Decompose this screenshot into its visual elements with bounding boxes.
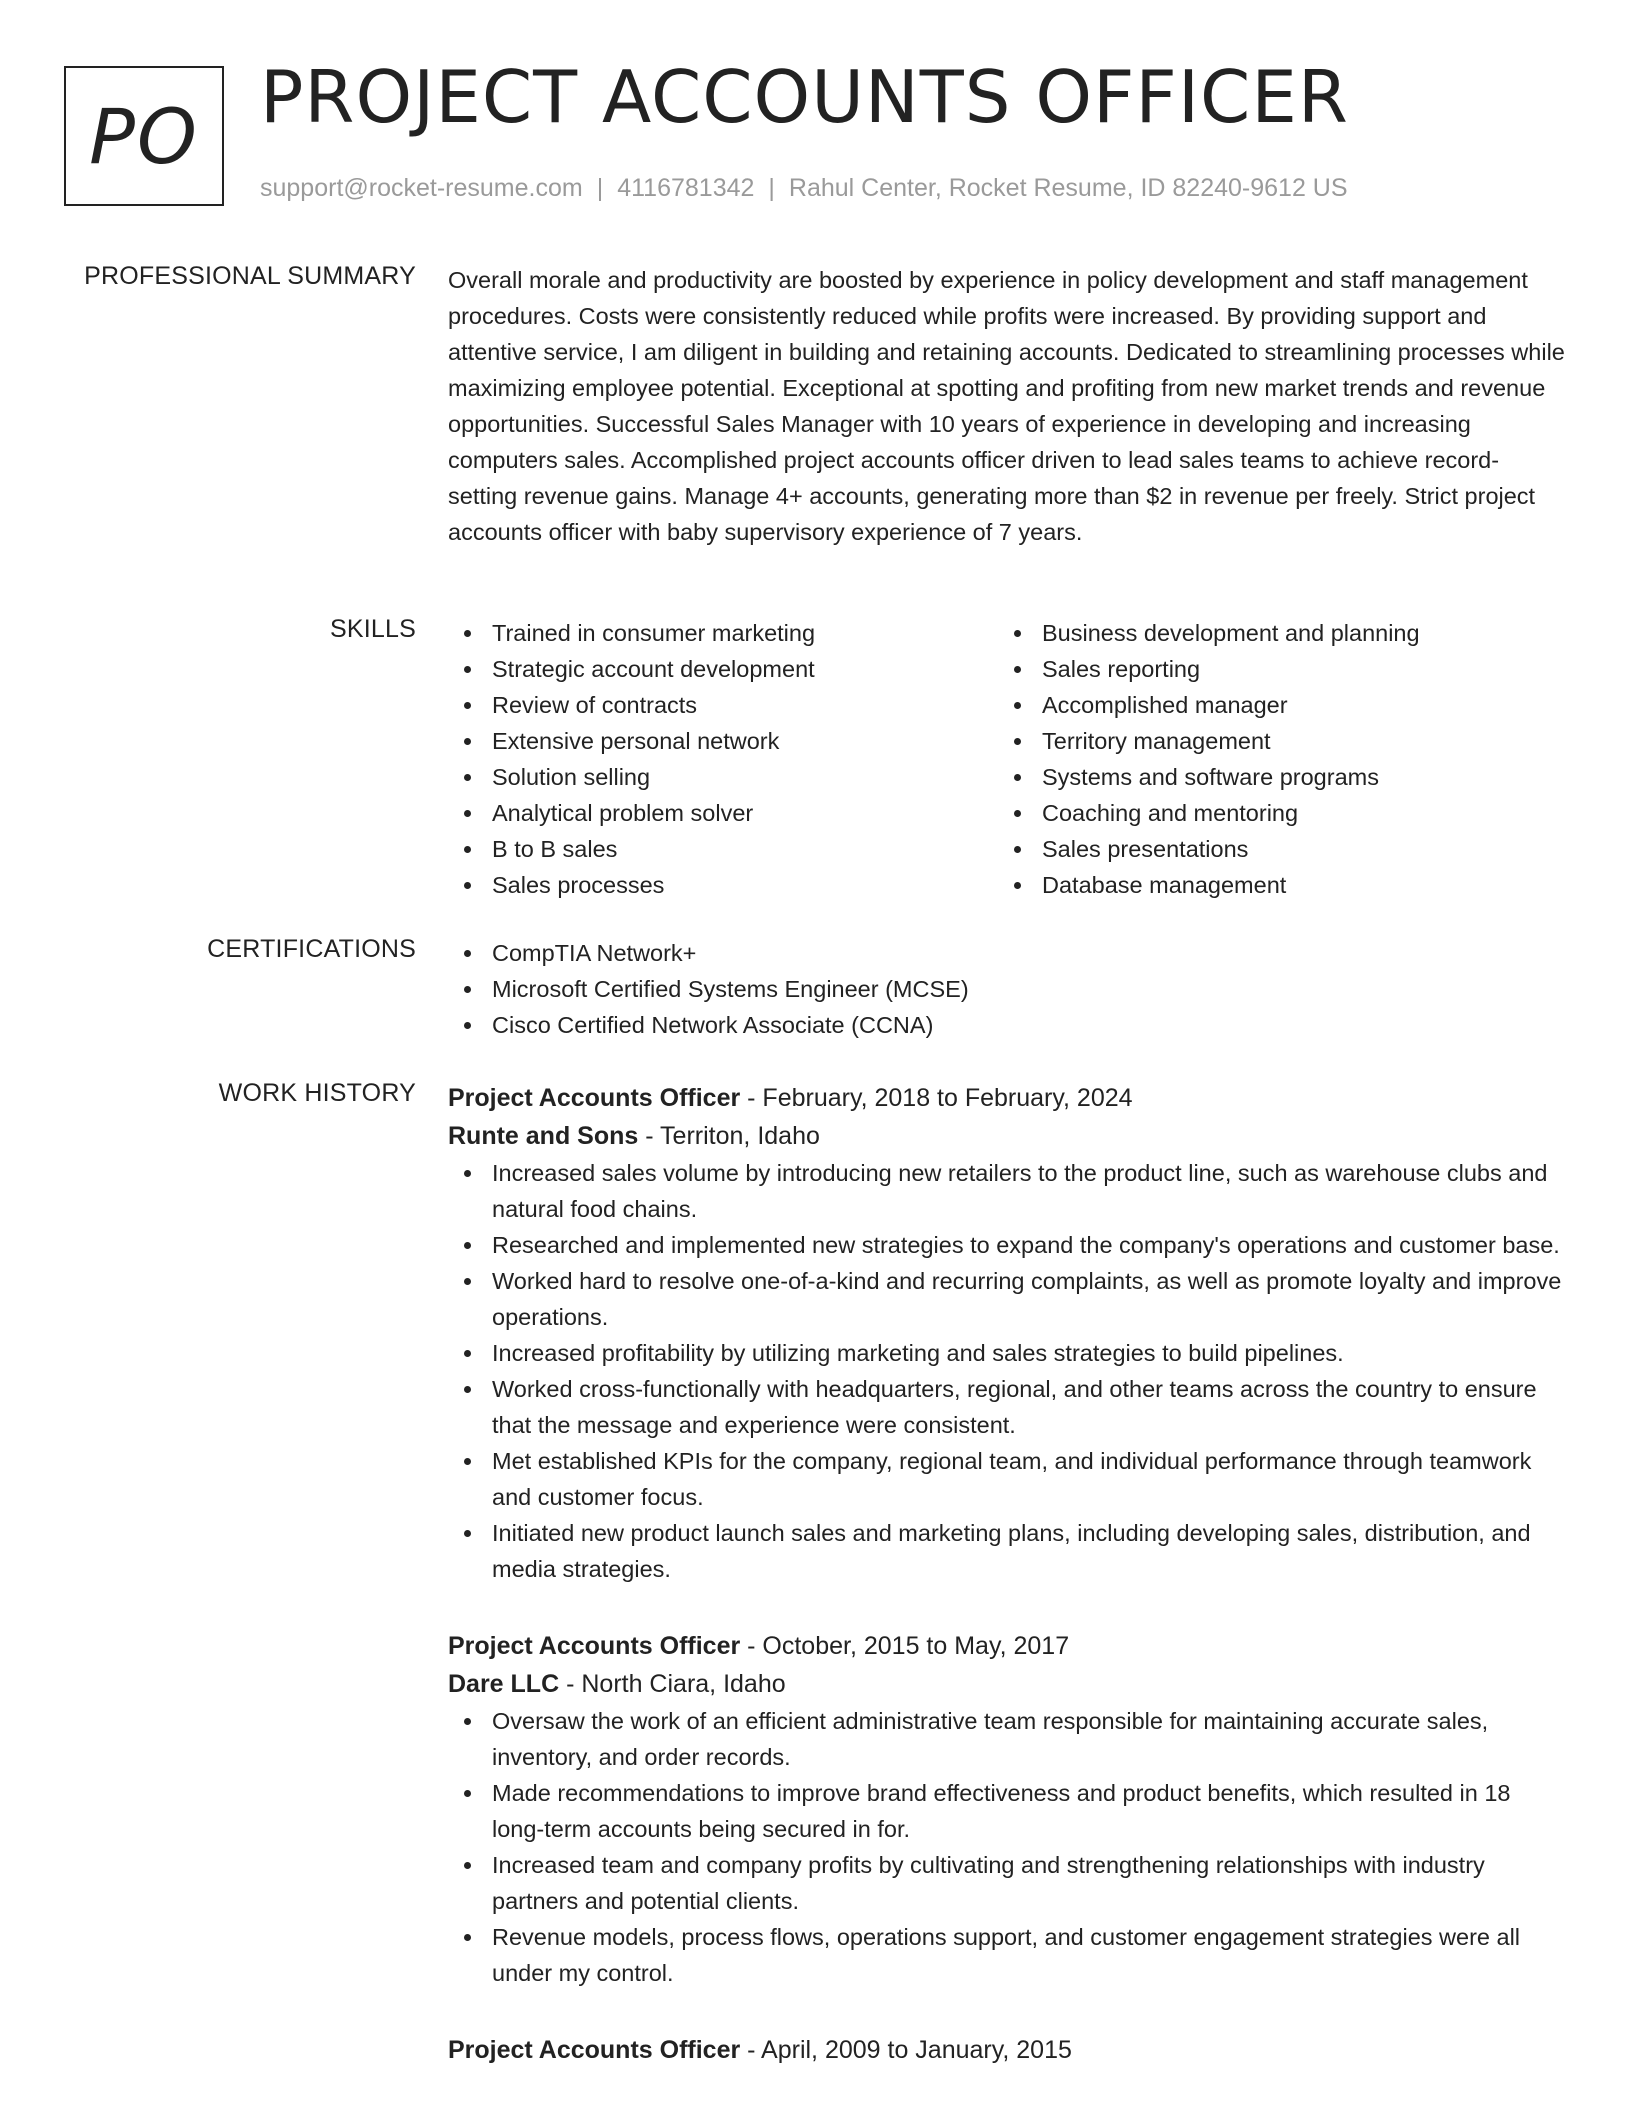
section-label-certifications: CERTIFICATIONS (207, 935, 416, 963)
contact-separator: | (768, 174, 775, 202)
job-bullet: Increased team and company profits by cultivating and strengthening relationships with industry partners and potential clients. (448, 1847, 1568, 1919)
section-label-skills: SKILLS (330, 615, 416, 643)
job-company-line (448, 1665, 1568, 1703)
skill-item: Extensive personal network (448, 723, 998, 759)
job-title: Project Accounts Officer (448, 2036, 741, 2064)
skill-item: Trained in consumer marketing (448, 615, 998, 651)
job-bullet: Oversaw the work of an efficient administrative team responsible for maintaining accurate sales, inventory, and order records. (448, 1703, 1568, 1775)
skill-item: Sales presentations (998, 831, 1548, 867)
summary-text: Overall morale and productivity are boosted by experience in policy development and staff management procedures. Costs were consistently reduced while profits were increased. By providing support and attentive service, I am diligent in building and retaining accounts. Dedicated to streamlining processes while maximizing employee potential. Exceptional at spotting and profiting from new market trends and revenue opportunities. Successful Sales Manager with 10 years of experience in developing and increasing computers sales. Accomplished project accounts officer driven to lead sales teams to achieve record-setting revenue gains. Manage 4+ accounts, generating more than $2 in revenue per freely. Strict project accounts officer with baby supervisory experience of 7 years. (448, 267, 1565, 545)
contact-separator: | (596, 174, 604, 202)
job-bullet: Increased profitability by utilizing marketing and sales strategies to build pipelines. (448, 1335, 1568, 1371)
job-location: - Territon, Idaho (638, 1122, 820, 1150)
contact-address: Rahul Center, Rocket Resume, ID 82240-9612 US (788, 174, 1348, 202)
skill-item: Coaching and mentoring (998, 795, 1548, 831)
job-entry (448, 1079, 1568, 1587)
skills-list-left (448, 615, 998, 903)
section-label-work-history: WORK HISTORY (218, 1079, 416, 1107)
certification-item: Microsoft Certified Systems Engineer (MCSE) (448, 971, 1568, 1007)
skill-item: Systems and software programs (998, 759, 1548, 795)
job-dates: - April, 2009 to January, 2015 (740, 2036, 1072, 2064)
job-bullet: Worked cross-functionally with headquarters, regional, and other teams across the country to ensure that the message and experience were consistent. (448, 1371, 1568, 1443)
skill-item: Business development and planning (998, 615, 1548, 651)
certification-item: Cisco Certified Network Associate (CCNA) (448, 1007, 1568, 1043)
skill-item: Strategic account development (448, 651, 998, 687)
section-label-summary: PROFESSIONAL SUMMARY (84, 262, 416, 290)
job-bullet: Revenue models, process flows, operations support, and customer engagement strategies were all under my control. (448, 1919, 1568, 1991)
certification-item: CompTIA Network+ (448, 935, 1568, 971)
job-bullets (448, 1703, 1568, 1991)
job-title-line (448, 2031, 1568, 2069)
skill-item: Review of contracts (448, 687, 998, 723)
resume-title: PROJECT ACCOUNTS OFFICER (260, 55, 1349, 139)
job-bullets (448, 1155, 1568, 1587)
job-bullet: Initiated new product launch sales and marketing plans, including developing sales, distribution, and media strategies. (448, 1515, 1568, 1587)
job-title: Project Accounts Officer (448, 1632, 741, 1660)
job-title-line (448, 1079, 1568, 1117)
work-history-jobs (448, 1079, 1568, 2109)
job-bullet: Met established KPIs for the company, regional team, and individual performance through teamwork and customer focus. (448, 1443, 1568, 1515)
monogram-box (64, 66, 224, 206)
job-bullet: Researched and implemented new strategies to expand the company's operations and customer base. (448, 1227, 1568, 1263)
contact-email: support@rocket-resume.com (260, 174, 583, 202)
skill-item: Analytical problem solver (448, 795, 998, 831)
job-company-line (448, 1117, 1568, 1155)
job-dates: - February, 2018 to February, 2024 (740, 1084, 1133, 1112)
monogram-initials: PO (89, 91, 199, 181)
job-dates: - October, 2015 to May, 2017 (740, 1632, 1070, 1660)
skill-item: Territory management (998, 723, 1548, 759)
job-bullet: Worked hard to resolve one-of-a-kind and recurring complaints, as well as promote loyalty and improve operations. (448, 1263, 1568, 1335)
job-entry (448, 2031, 1568, 2069)
skill-item: Sales processes (448, 867, 998, 903)
job-bullet: Made recommendations to improve brand effectiveness and product benefits, which resulted in 18 long-term accounts being secured in for. (448, 1775, 1568, 1847)
skill-item: Database management (998, 867, 1548, 903)
contact-line (260, 174, 1348, 203)
job-title: Project Accounts Officer (448, 1084, 741, 1112)
certifications-list (448, 935, 1568, 1043)
job-location: - North Ciara, Idaho (559, 1670, 786, 1698)
skill-item: Accomplished manager (998, 687, 1548, 723)
job-company: Dare LLC (448, 1670, 560, 1698)
job-bullet: Increased sales volume by introducing new retailers to the product line, such as warehouse clubs and natural food chains. (448, 1155, 1568, 1227)
skill-item: B to B sales (448, 831, 998, 867)
skill-item: Solution selling (448, 759, 998, 795)
job-title-line (448, 1627, 1568, 1665)
contact-phone: 4116781342 (617, 174, 755, 202)
skill-item: Sales reporting (998, 651, 1548, 687)
skills-list-right (998, 615, 1548, 903)
job-company: Runte and Sons (448, 1122, 639, 1150)
job-entry (448, 1627, 1568, 1991)
